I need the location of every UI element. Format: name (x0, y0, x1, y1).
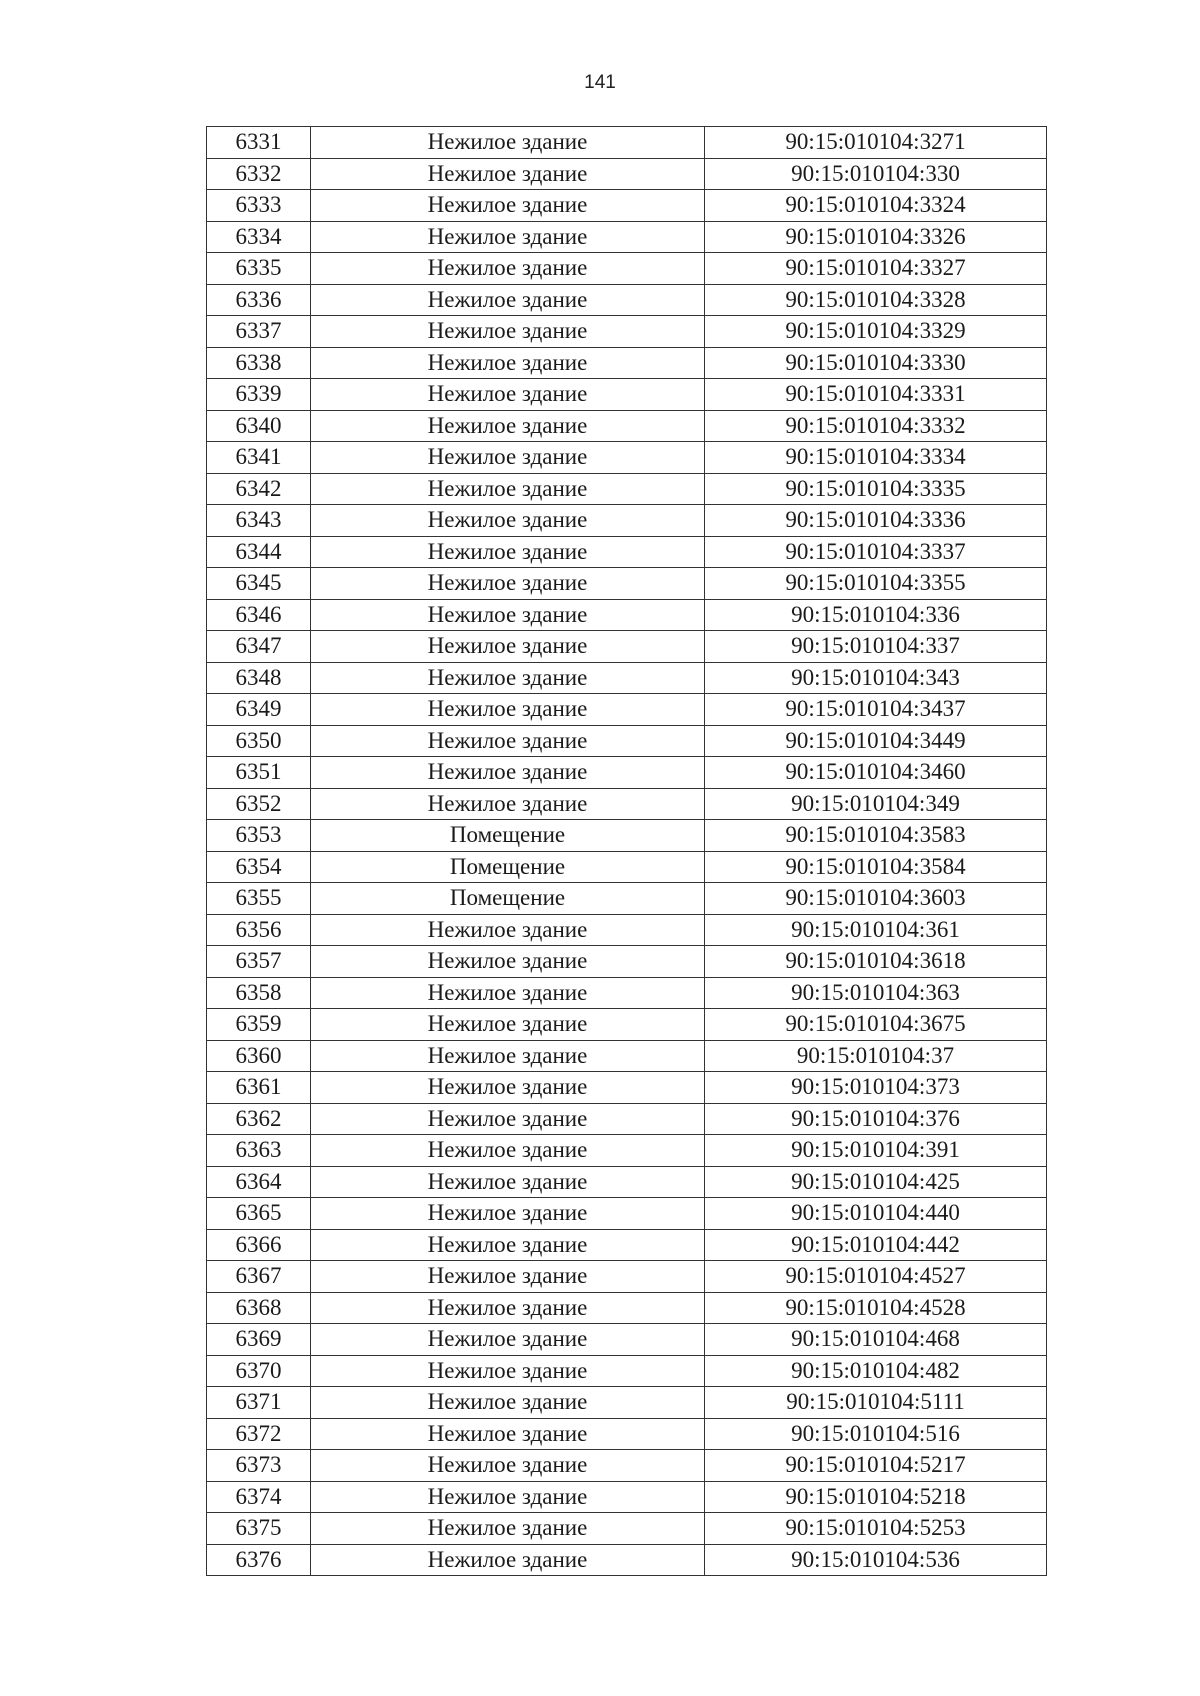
table-row (207, 1040, 1047, 1072)
cadastral-number-cell: 90:15:010104:425 (705, 1166, 1047, 1198)
cadastral-number-cell: 90:15:010104:3460 (705, 757, 1047, 789)
object-type-cell: Нежилое здание (311, 190, 705, 222)
row-number-cell: 6352 (207, 788, 311, 820)
row-number-cell: 6371 (207, 1387, 311, 1419)
cadastral-number-cell: 90:15:010104:5218 (705, 1481, 1047, 1513)
table-row (207, 1198, 1047, 1230)
table-row (207, 1513, 1047, 1545)
row-number-cell: 6340 (207, 410, 311, 442)
table-row (207, 505, 1047, 537)
table-row (207, 851, 1047, 883)
object-type-cell: Нежилое здание (311, 1450, 705, 1482)
cadastral-number-cell: 90:15:010104:3584 (705, 851, 1047, 883)
row-number-cell: 6350 (207, 725, 311, 757)
cadastral-number-cell: 90:15:010104:4527 (705, 1261, 1047, 1293)
row-number-cell: 6335 (207, 253, 311, 285)
cadastral-number-cell: 90:15:010104:3334 (705, 442, 1047, 474)
object-type-cell: Помещение (311, 851, 705, 883)
table-row (207, 1166, 1047, 1198)
table-row (207, 977, 1047, 1009)
property-registry-table (206, 126, 1047, 1576)
object-type-cell: Нежилое здание (311, 914, 705, 946)
object-type-cell: Нежилое здание (311, 1135, 705, 1167)
object-type-cell: Нежилое здание (311, 1387, 705, 1419)
row-number-cell: 6364 (207, 1166, 311, 1198)
cadastral-number-cell: 90:15:010104:37 (705, 1040, 1047, 1072)
table-row (207, 946, 1047, 978)
table-row (207, 442, 1047, 474)
object-type-cell: Нежилое здание (311, 158, 705, 190)
table-row (207, 127, 1047, 159)
cadastral-number-cell: 90:15:010104:5111 (705, 1387, 1047, 1419)
table-row (207, 662, 1047, 694)
object-type-cell: Нежилое здание (311, 1513, 705, 1545)
object-type-cell: Помещение (311, 883, 705, 915)
object-type-cell: Нежилое здание (311, 1166, 705, 1198)
object-type-cell: Нежилое здание (311, 536, 705, 568)
row-number-cell: 6361 (207, 1072, 311, 1104)
cadastral-number-cell: 90:15:010104:343 (705, 662, 1047, 694)
cadastral-number-cell: 90:15:010104:3337 (705, 536, 1047, 568)
row-number-cell: 6365 (207, 1198, 311, 1230)
row-number-cell: 6353 (207, 820, 311, 852)
table-row (207, 820, 1047, 852)
cadastral-number-cell: 90:15:010104:363 (705, 977, 1047, 1009)
table-row (207, 1292, 1047, 1324)
row-number-cell: 6342 (207, 473, 311, 505)
row-number-cell: 6375 (207, 1513, 311, 1545)
object-type-cell: Нежилое здание (311, 1418, 705, 1450)
table-row (207, 1355, 1047, 1387)
object-type-cell: Нежилое здание (311, 788, 705, 820)
object-type-cell: Нежилое здание (311, 1481, 705, 1513)
row-number-cell: 6347 (207, 631, 311, 663)
object-type-cell: Нежилое здание (311, 1229, 705, 1261)
cadastral-number-cell: 90:15:010104:3449 (705, 725, 1047, 757)
table-row (207, 1418, 1047, 1450)
cadastral-number-cell: 90:15:010104:3675 (705, 1009, 1047, 1041)
table-row (207, 1135, 1047, 1167)
row-number-cell: 6368 (207, 1292, 311, 1324)
object-type-cell: Нежилое здание (311, 1009, 705, 1041)
table-row (207, 914, 1047, 946)
table-row (207, 410, 1047, 442)
cadastral-number-cell: 90:15:010104:3583 (705, 820, 1047, 852)
row-number-cell: 6367 (207, 1261, 311, 1293)
cadastral-number-cell: 90:15:010104:3355 (705, 568, 1047, 600)
row-number-cell: 6339 (207, 379, 311, 411)
row-number-cell: 6351 (207, 757, 311, 789)
object-type-cell: Нежилое здание (311, 1103, 705, 1135)
table-row (207, 536, 1047, 568)
row-number-cell: 6362 (207, 1103, 311, 1135)
table-row (207, 757, 1047, 789)
row-number-cell: 6348 (207, 662, 311, 694)
table-row (207, 694, 1047, 726)
row-number-cell: 6376 (207, 1544, 311, 1576)
cadastral-number-cell: 90:15:010104:468 (705, 1324, 1047, 1356)
table-row (207, 1072, 1047, 1104)
object-type-cell: Нежилое здание (311, 977, 705, 1009)
table-row (207, 1481, 1047, 1513)
row-number-cell: 6341 (207, 442, 311, 474)
cadastral-number-cell: 90:15:010104:3437 (705, 694, 1047, 726)
table-row (207, 1009, 1047, 1041)
object-type-cell: Нежилое здание (311, 410, 705, 442)
page-number: 141 (584, 72, 616, 93)
row-number-cell: 6355 (207, 883, 311, 915)
table-row (207, 158, 1047, 190)
row-number-cell: 6344 (207, 536, 311, 568)
object-type-cell: Нежилое здание (311, 1072, 705, 1104)
object-type-cell: Нежилое здание (311, 1292, 705, 1324)
row-number-cell: 6354 (207, 851, 311, 883)
object-type-cell: Нежилое здание (311, 725, 705, 757)
row-number-cell: 6343 (207, 505, 311, 537)
cadastral-number-cell: 90:15:010104:3335 (705, 473, 1047, 505)
table-row (207, 568, 1047, 600)
object-type-cell: Нежилое здание (311, 1324, 705, 1356)
cadastral-number-cell: 90:15:010104:3327 (705, 253, 1047, 285)
cadastral-number-cell: 90:15:010104:3331 (705, 379, 1047, 411)
cadastral-number-cell: 90:15:010104:442 (705, 1229, 1047, 1261)
object-type-cell: Нежилое здание (311, 1355, 705, 1387)
row-number-cell: 6358 (207, 977, 311, 1009)
object-type-cell: Нежилое здание (311, 505, 705, 537)
cadastral-number-cell: 90:15:010104:5217 (705, 1450, 1047, 1482)
row-number-cell: 6373 (207, 1450, 311, 1482)
cadastral-number-cell: 90:15:010104:4528 (705, 1292, 1047, 1324)
table-row (207, 316, 1047, 348)
cadastral-number-cell: 90:15:010104:482 (705, 1355, 1047, 1387)
row-number-cell: 6333 (207, 190, 311, 222)
row-number-cell: 6370 (207, 1355, 311, 1387)
cadastral-number-cell: 90:15:010104:516 (705, 1418, 1047, 1450)
row-number-cell: 6338 (207, 347, 311, 379)
cadastral-number-cell: 90:15:010104:3271 (705, 127, 1047, 159)
object-type-cell: Нежилое здание (311, 379, 705, 411)
object-type-cell: Нежилое здание (311, 316, 705, 348)
table-row (207, 473, 1047, 505)
row-number-cell: 6369 (207, 1324, 311, 1356)
table-row (207, 347, 1047, 379)
row-number-cell: 6372 (207, 1418, 311, 1450)
table-row (207, 1261, 1047, 1293)
row-number-cell: 6336 (207, 284, 311, 316)
object-type-cell: Нежилое здание (311, 1261, 705, 1293)
table-row (207, 190, 1047, 222)
row-number-cell: 6349 (207, 694, 311, 726)
object-type-cell: Нежилое здание (311, 631, 705, 663)
cadastral-number-cell: 90:15:010104:391 (705, 1135, 1047, 1167)
row-number-cell: 6357 (207, 946, 311, 978)
registry-table-body (207, 127, 1047, 1576)
object-type-cell: Нежилое здание (311, 694, 705, 726)
cadastral-number-cell: 90:15:010104:3618 (705, 946, 1047, 978)
cadastral-number-cell: 90:15:010104:5253 (705, 1513, 1047, 1545)
row-number-cell: 6332 (207, 158, 311, 190)
row-number-cell: 6337 (207, 316, 311, 348)
object-type-cell: Нежилое здание (311, 568, 705, 600)
table-row (207, 1387, 1047, 1419)
table-row (207, 284, 1047, 316)
object-type-cell: Нежилое здание (311, 1040, 705, 1072)
table-row (207, 883, 1047, 915)
cadastral-number-cell: 90:15:010104:3336 (705, 505, 1047, 537)
row-number-cell: 6356 (207, 914, 311, 946)
object-type-cell: Нежилое здание (311, 347, 705, 379)
object-type-cell: Нежилое здание (311, 946, 705, 978)
table-row (207, 631, 1047, 663)
cadastral-number-cell: 90:15:010104:336 (705, 599, 1047, 631)
object-type-cell: Нежилое здание (311, 662, 705, 694)
object-type-cell: Нежилое здание (311, 127, 705, 159)
cadastral-number-cell: 90:15:010104:376 (705, 1103, 1047, 1135)
row-number-cell: 6359 (207, 1009, 311, 1041)
object-type-cell: Нежилое здание (311, 1544, 705, 1576)
cadastral-number-cell: 90:15:010104:536 (705, 1544, 1047, 1576)
row-number-cell: 6345 (207, 568, 311, 600)
object-type-cell: Помещение (311, 820, 705, 852)
object-type-cell: Нежилое здание (311, 284, 705, 316)
cadastral-number-cell: 90:15:010104:3330 (705, 347, 1047, 379)
cadastral-number-cell: 90:15:010104:330 (705, 158, 1047, 190)
object-type-cell: Нежилое здание (311, 757, 705, 789)
cadastral-number-cell: 90:15:010104:3328 (705, 284, 1047, 316)
table-row (207, 1450, 1047, 1482)
table-row (207, 788, 1047, 820)
table-row (207, 1544, 1047, 1576)
row-number-cell: 6334 (207, 221, 311, 253)
cadastral-number-cell: 90:15:010104:337 (705, 631, 1047, 663)
object-type-cell: Нежилое здание (311, 1198, 705, 1230)
object-type-cell: Нежилое здание (311, 221, 705, 253)
table-row (207, 599, 1047, 631)
row-number-cell: 6331 (207, 127, 311, 159)
cadastral-number-cell: 90:15:010104:3329 (705, 316, 1047, 348)
cadastral-number-cell: 90:15:010104:3332 (705, 410, 1047, 442)
table-row (207, 1324, 1047, 1356)
cadastral-number-cell: 90:15:010104:373 (705, 1072, 1047, 1104)
object-type-cell: Нежилое здание (311, 473, 705, 505)
cadastral-number-cell: 90:15:010104:440 (705, 1198, 1047, 1230)
cadastral-number-cell: 90:15:010104:349 (705, 788, 1047, 820)
cadastral-number-cell: 90:15:010104:3324 (705, 190, 1047, 222)
object-type-cell: Нежилое здание (311, 253, 705, 285)
table-row (207, 379, 1047, 411)
cadastral-number-cell: 90:15:010104:3326 (705, 221, 1047, 253)
table-row (207, 253, 1047, 285)
table-row (207, 1103, 1047, 1135)
row-number-cell: 6366 (207, 1229, 311, 1261)
cadastral-number-cell: 90:15:010104:3603 (705, 883, 1047, 915)
table-row (207, 725, 1047, 757)
cadastral-number-cell: 90:15:010104:361 (705, 914, 1047, 946)
object-type-cell: Нежилое здание (311, 599, 705, 631)
table-row (207, 221, 1047, 253)
row-number-cell: 6346 (207, 599, 311, 631)
row-number-cell: 6374 (207, 1481, 311, 1513)
row-number-cell: 6363 (207, 1135, 311, 1167)
table-row (207, 1229, 1047, 1261)
row-number-cell: 6360 (207, 1040, 311, 1072)
object-type-cell: Нежилое здание (311, 442, 705, 474)
